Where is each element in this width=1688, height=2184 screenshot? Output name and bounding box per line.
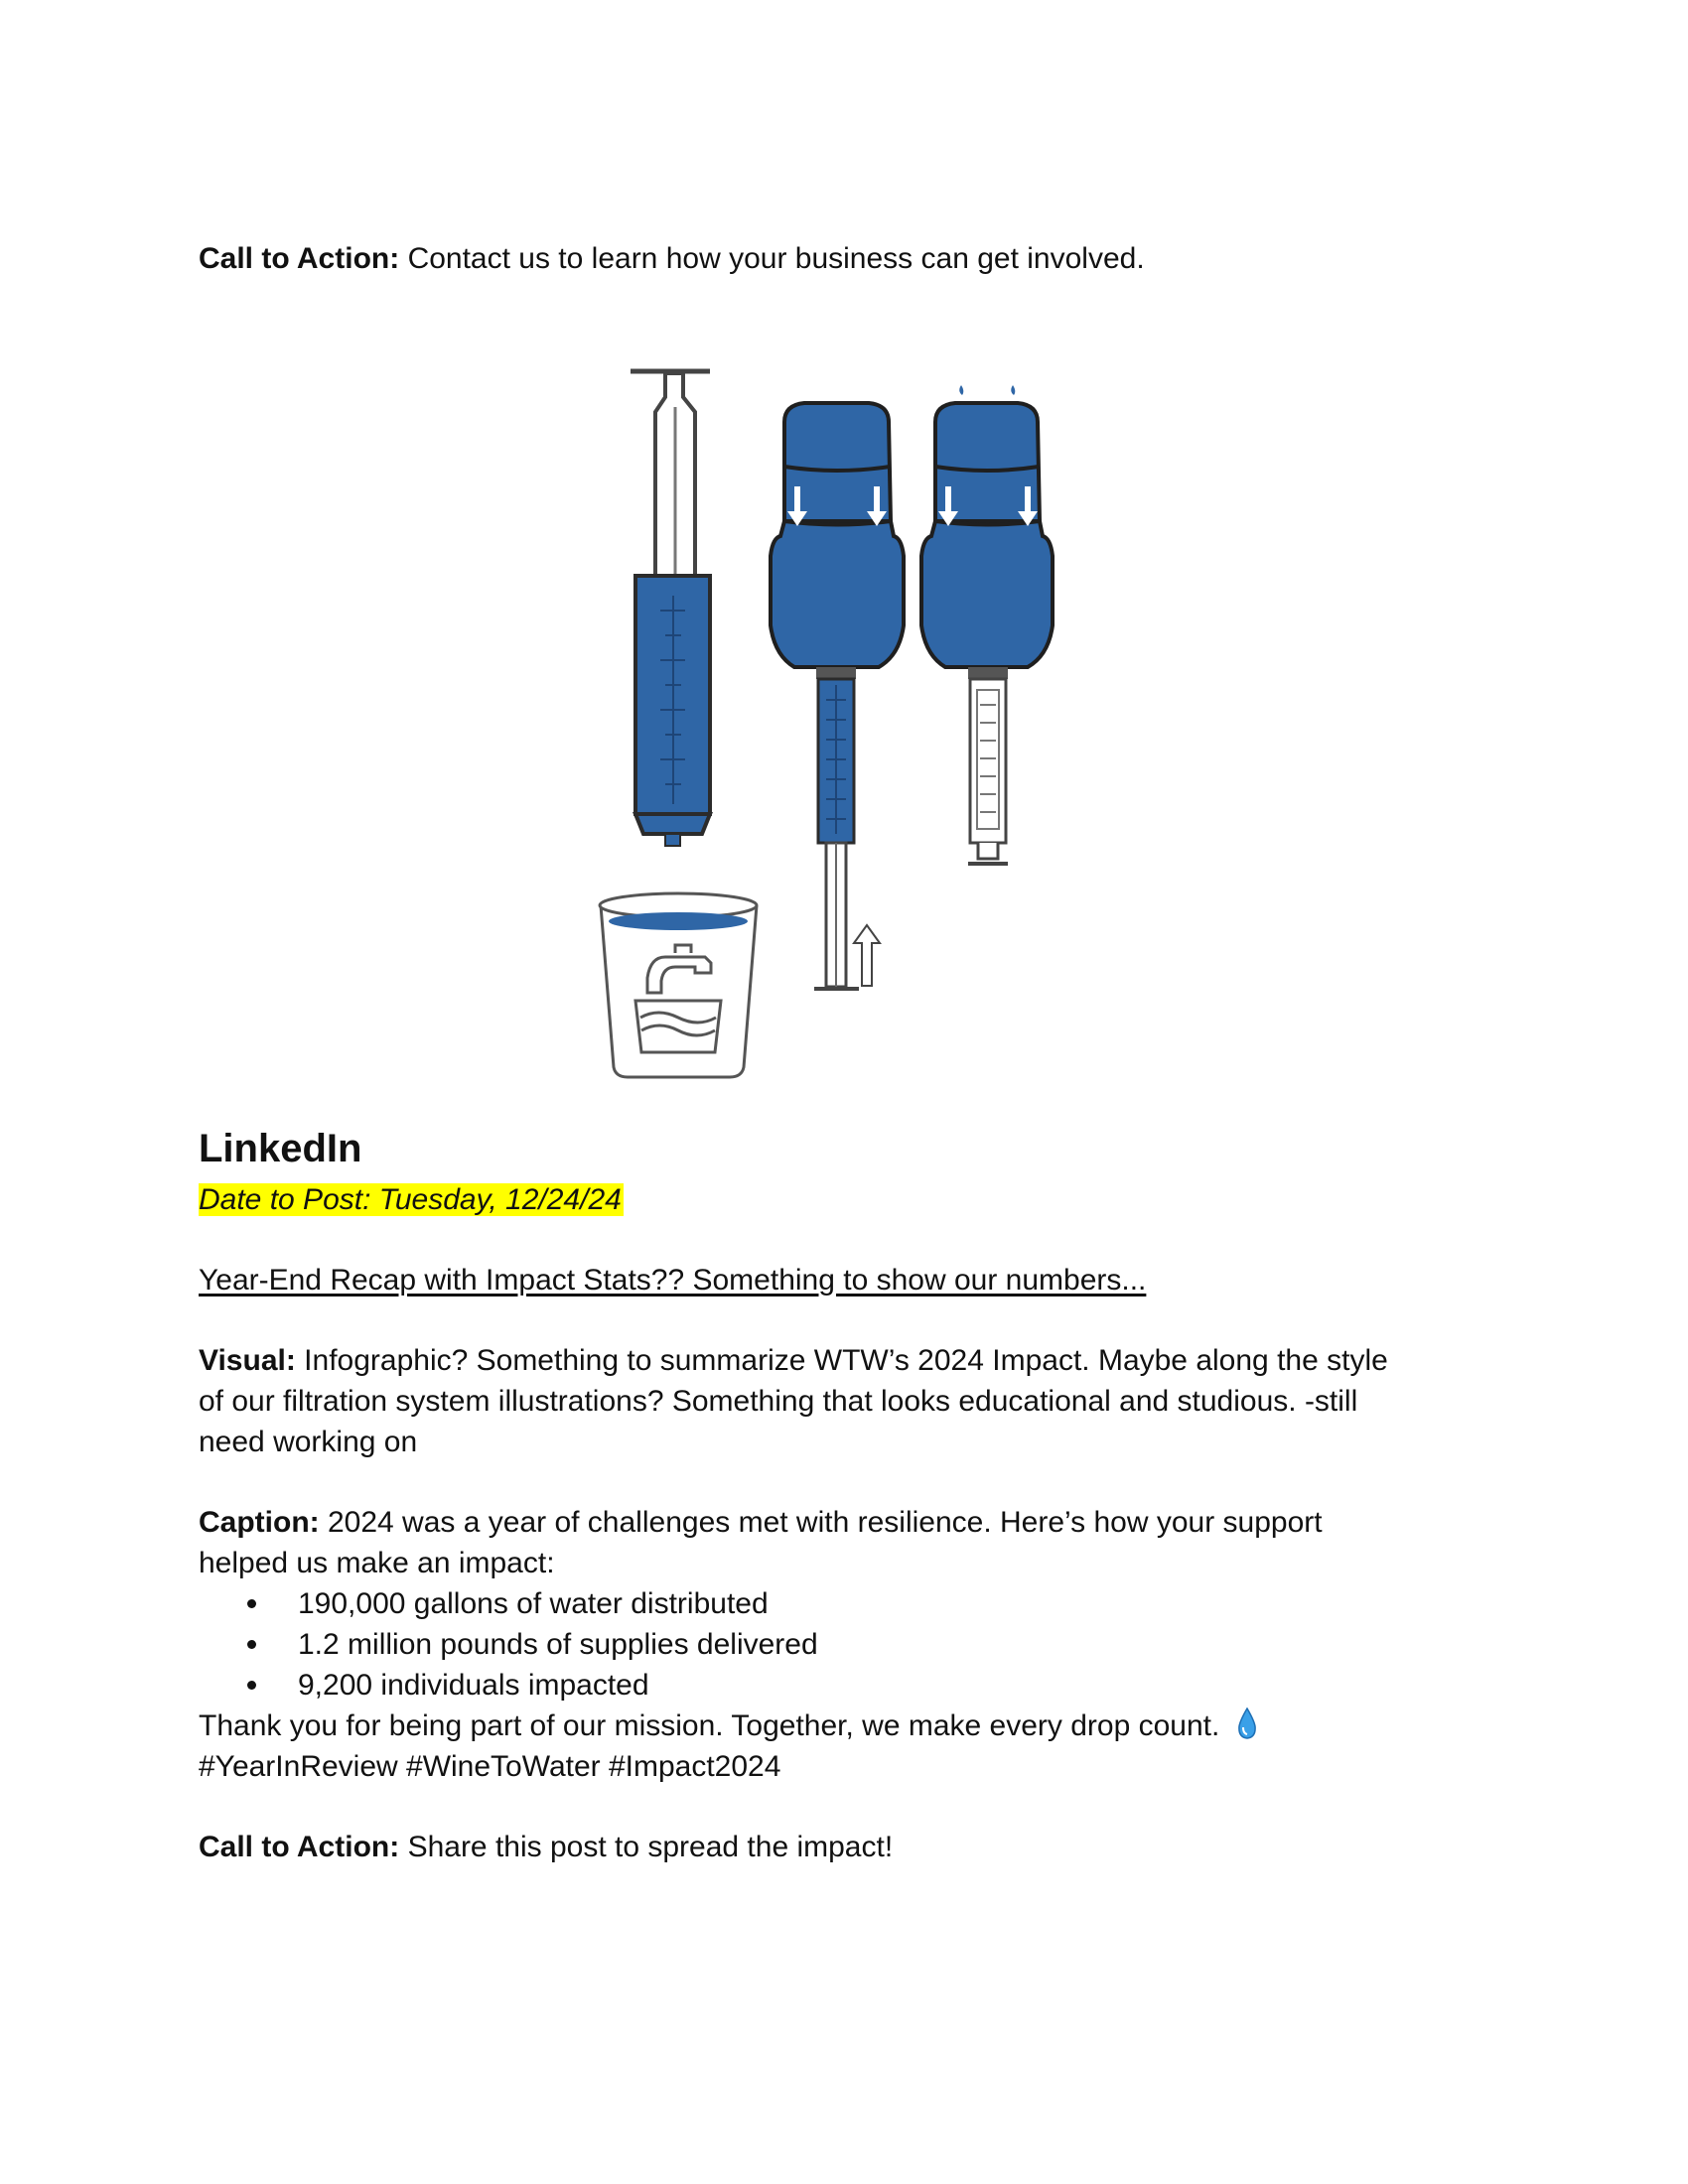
bullet-dot [247, 1640, 256, 1649]
post-subject: Year-End Recap with Impact Stats?? Something to show our numbers... [199, 1264, 1147, 1297]
bullet-dot [247, 1681, 256, 1690]
visual-line-2: of our filtration system illustrations? Something that looks educational and studious. -still [199, 1385, 1358, 1418]
cta-text: Contact us to learn how your business can get involved. [407, 242, 1145, 275]
visual-line-1 [199, 1340, 1388, 1381]
cta-paragraph-1 [199, 238, 1145, 279]
caption-line-1 [199, 1502, 1323, 1543]
caption-label: Caption: [199, 1506, 320, 1539]
list-item: 1.2 million pounds of supplies delivered [298, 1628, 818, 1661]
post-date: Date to Post: Tuesday, 12/24/24 [199, 1183, 622, 1216]
water-drop-icon [1236, 1707, 1258, 1739]
thanks-text: Thank you for being part of our mission. Together, we make every drop count. [199, 1709, 1220, 1742]
filter-bag-right [921, 385, 1053, 864]
hashtags: #YearInReview #WineToWater #Impact2024 [199, 1750, 781, 1783]
linkedin-heading: LinkedIn [199, 1127, 362, 1170]
bullet-dot [247, 1599, 256, 1608]
cta-label: Call to Action: [199, 1831, 400, 1863]
syringe-left [631, 371, 710, 846]
cta-text: Share this post to spread the impact! [407, 1831, 894, 1863]
cta-label: Call to Action: [199, 242, 400, 275]
visual-text-1: Infographic? Something to summarize WTW’s 2024 Impact. Maybe along the style [304, 1344, 1388, 1377]
list-item: 190,000 gallons of water distributed [298, 1587, 769, 1620]
visual-label: Visual: [199, 1344, 296, 1377]
visual-line-3: need working on [199, 1426, 418, 1458]
caption-text-1: 2024 was a year of challenges met with resilience. Here’s how your support [327, 1506, 1323, 1539]
list-item: 9,200 individuals impacted [298, 1669, 649, 1702]
post-date-row [199, 1179, 624, 1220]
cta-paragraph-2 [199, 1827, 893, 1867]
caption-line-2: helped us make an impact: [199, 1547, 555, 1579]
cup-with-tap-icon [600, 893, 757, 1077]
thanks-line [199, 1706, 1258, 1746]
water-filtration-system-illustration [596, 357, 1072, 1092]
filter-bag-middle [771, 403, 904, 989]
